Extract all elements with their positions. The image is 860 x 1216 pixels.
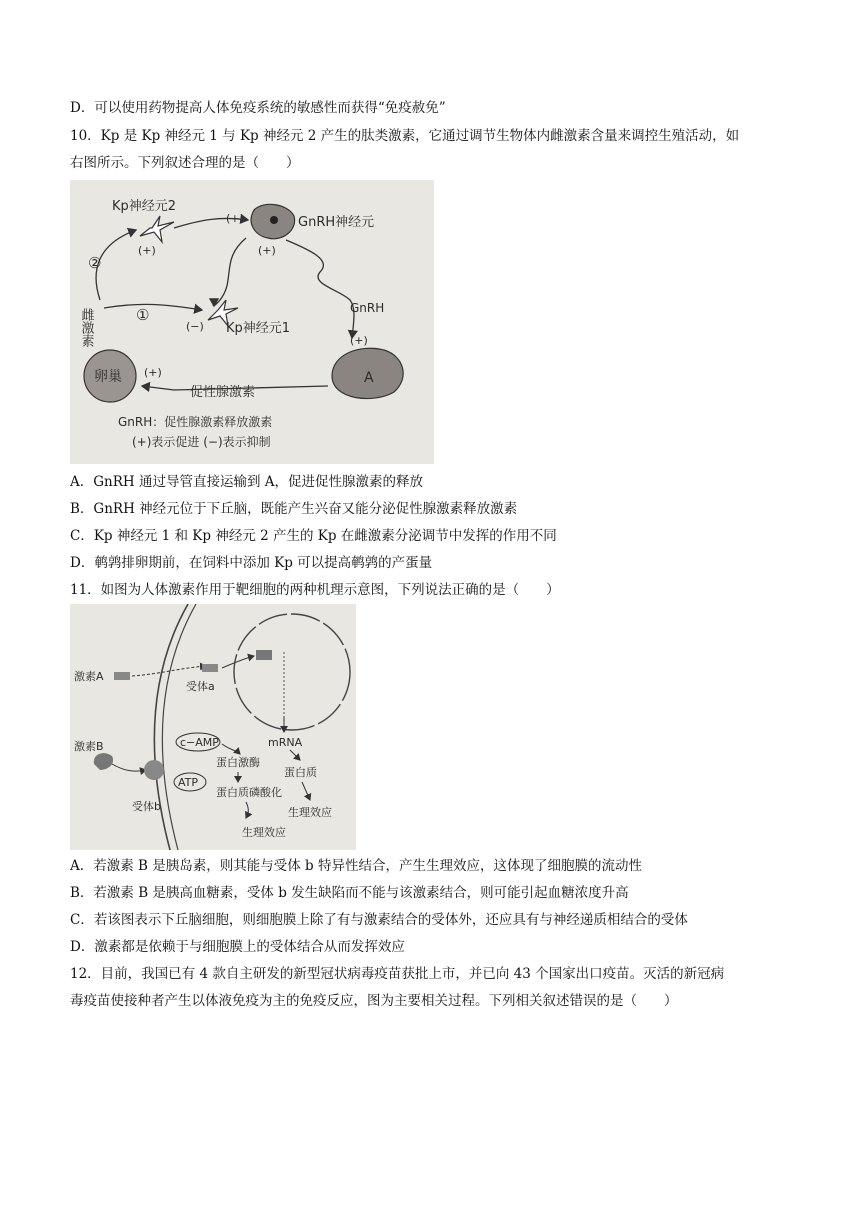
q10-figure (70, 180, 434, 464)
gnrh-label: GnRH (350, 301, 385, 315)
receptor-b-label: 受体b (132, 800, 161, 813)
phosphorylation-label: 蛋白质磷酸化 (216, 786, 282, 799)
legend-line-1: GnRH：促性腺激素释放激素 (118, 415, 273, 429)
kp1-minus: (−) (186, 320, 204, 333)
q9-option-d: D．可以使用药物提高人体免疫系统的敏感性而获得“免疫赦免” (70, 100, 446, 116)
effect-label-2: 生理效应 (288, 806, 332, 819)
camp-label: c−AMP (180, 736, 219, 749)
q11-option-c: C．若该图表示下丘脑细胞，则细胞膜上除了有与激素结合的受体外，还应具有与神经递质相结合的受体 (70, 912, 688, 928)
kp2-label: Kp神经元2 (112, 199, 177, 214)
estrogen-label: 雌激素 (78, 308, 94, 347)
gnrh-neuron-plus: (+) (226, 212, 244, 225)
effect-label-1: 生理效应 (242, 826, 286, 839)
receptor-a-icon (202, 664, 218, 672)
mrna-label: mRNA (268, 736, 303, 749)
pituitary-a-label: A (364, 370, 374, 386)
ovary-label: 卵巢 (94, 369, 122, 385)
q11-figure (70, 604, 356, 850)
ovary-plus: (+) (144, 366, 162, 379)
q11-option-d: D．激素都是依赖于与细胞膜上的受体结合从而发挥效应 (70, 939, 405, 955)
legend-line-2: (+)表示促进 (−)表示抑制 (132, 435, 271, 449)
hormone-b-label: 激素B (74, 740, 104, 753)
q11-option-a: A．若激素 B 是胰岛素，则其能与受体 b 特异性结合，产生生理效应，这体现了细胞膜的流动性 (70, 858, 642, 874)
protein-kinase-label: 蛋白激酶 (216, 756, 260, 769)
q10-option-d: D．鹌鹑排卵期前，在饲料中添加 Kp 可以提高鹌鹑的产蛋量 (70, 555, 433, 571)
atp-label: ATP (178, 776, 199, 789)
q12-stem-line-2: 毒疫苗使接种者产生以体液免疫为主的免疫反应，图为主要相关过程。下列相关叙述错误的是（ ） (70, 993, 678, 1009)
gonadotropin-label: 促性腺激素 (190, 385, 256, 400)
q10-option-b: B．GnRH 神经元位于下丘脑，既能产生兴奋又能分泌促性腺激素释放激素 (70, 501, 518, 517)
q11-stem: 11．如图为人体激素作用于靶细胞的两种机理示意图，下列说法正确的是（ ） (70, 582, 560, 598)
hormone-a-label: 激素A (74, 670, 104, 683)
q10-stem-line-2: 右图所示。下列叙述合理的是（ ） (70, 155, 300, 171)
q10-option-c: C．Kp 神经元 1 和 Kp 神经元 2 产生的 Kp 在雌激素分泌调节中发挥的作用不同 (70, 528, 557, 544)
protein-label: 蛋白质 (284, 766, 317, 779)
kp1-label: Kp神经元1 (226, 321, 291, 336)
gnrh-neuron-plus-2: (+) (258, 244, 276, 257)
receptor-b-icon (144, 760, 164, 780)
pathway-two-label: ② (88, 254, 102, 272)
receptor-a-label: 受体a (186, 680, 215, 693)
q12-stem-line-1: 12．目前，我国已有 4 款自主研发的新型冠状病毒疫苗获批上市，并已向 43 个国家出口疫苗。灭活的新冠病 (70, 966, 725, 982)
kp2-plus: (+) (138, 244, 156, 257)
hormone-a-icon (114, 672, 130, 680)
q10-option-a: A．GnRH 通过导管直接运输到 A，促进促性腺激素的释放 (70, 474, 423, 490)
gnrh-neuron-label: GnRH神经元 (298, 215, 375, 230)
cell-membrane (154, 604, 188, 850)
q10-stem-line-1: 10．Kp 是 Kp 神经元 1 与 Kp 神经元 2 产生的肽类激素，它通过调节生物体内雌激素含量来调控生殖活动，如 (70, 128, 740, 144)
nucleus (234, 614, 350, 730)
kp2-neuron-icon (140, 216, 174, 242)
pathway-one-label: ① (136, 306, 150, 324)
hormone-b-icon (94, 753, 113, 770)
q11-option-b: B．若激素 B 是胰高血糖素，受体 b 发生缺陷而不能与该激素结合，则可能引起血糖浓度升高 (70, 885, 629, 901)
gnrh-plus: (+) (350, 334, 368, 347)
